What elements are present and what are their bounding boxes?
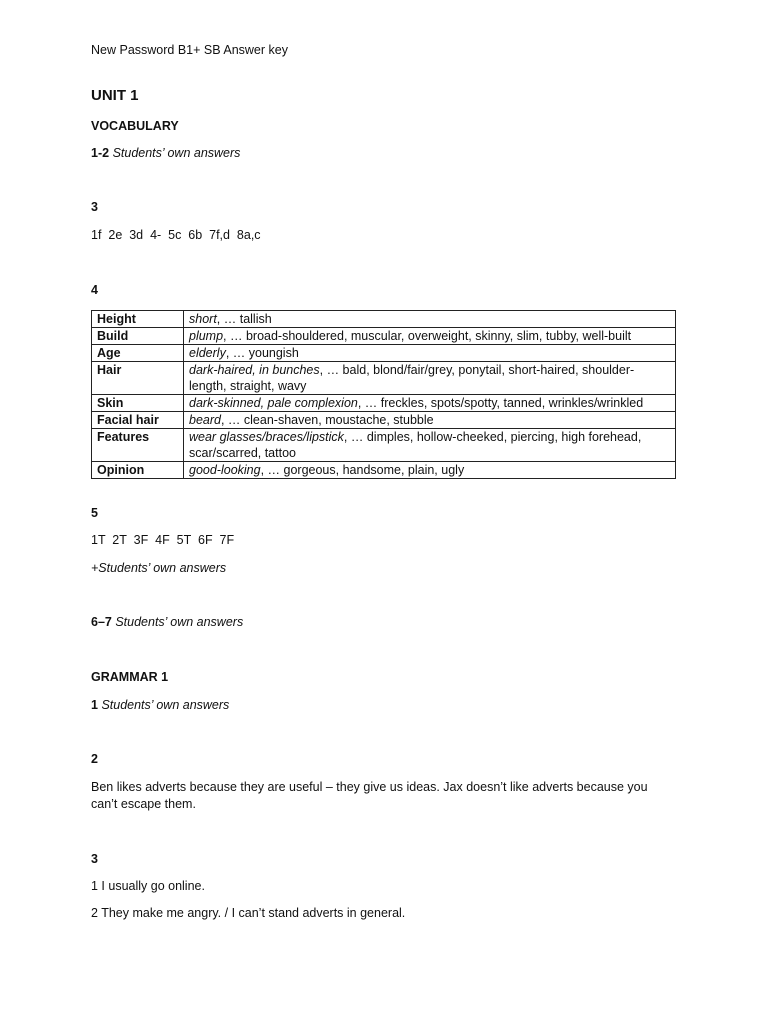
example-words: plump <box>189 329 224 343</box>
example-words: dark-skinned, pale complexion <box>189 396 358 410</box>
vocab-exercise-3-answers: 1f 2e 3d 4- 5c 6b 7f,d 8a,c <box>91 228 261 242</box>
vocab-exercise-5-number: 5 <box>91 506 98 520</box>
answer-words: , … youngish <box>225 346 299 360</box>
unit-title: UNIT 1 <box>91 87 139 104</box>
exercise-answer: Students’ own answers <box>101 698 230 712</box>
category-cell: Hair <box>92 362 184 395</box>
grammar-exercise-1 <box>91 698 229 712</box>
vocab-exercise-4-number: 4 <box>91 283 98 297</box>
example-words: elderly <box>189 346 226 360</box>
words-cell <box>184 462 676 479</box>
answer-words: , … dimples, hollow-cheeked, piercing, high forehead, scar/scarred, tattoo <box>189 430 642 460</box>
exercise-answer: Students’ own answers <box>112 146 241 160</box>
grammar-exercise-2-number: 2 <box>91 752 98 766</box>
words-cell <box>184 412 676 429</box>
grammar-exercise-3-line-2: 2 They make me angry. / I can’t stand adverts in general. <box>91 906 406 920</box>
category-cell: Features <box>92 429 184 462</box>
table-row <box>92 395 676 412</box>
category-cell: Opinion <box>92 462 184 479</box>
vocab-exercise-1-2 <box>91 146 240 160</box>
example-words: wear glasses/braces/lipstick <box>189 430 344 444</box>
words-cell <box>184 311 676 328</box>
vocabulary-section-title: VOCABULARY <box>91 119 179 133</box>
category-cell: Height <box>92 311 184 328</box>
answer-words: , … clean-shaven, moustache, stubble <box>220 413 434 427</box>
grammar-exercise-2-answer: Ben likes adverts because they are useful – they give us ideas. Jax doesn’t like adverts because you can’t escape them. <box>91 780 648 811</box>
table-row <box>92 328 676 345</box>
words-cell <box>184 345 676 362</box>
table-row <box>92 345 676 362</box>
exercise-number: 1 <box>91 698 98 712</box>
exercise-number: 6–7 <box>91 615 112 629</box>
answer-words: , … tallish <box>216 312 272 326</box>
vocab-exercise-6-7 <box>91 615 243 629</box>
category-cell: Facial hair <box>92 412 184 429</box>
vocab-exercise-5-extra: +Students’ own answers <box>91 561 227 575</box>
category-cell: Skin <box>92 395 184 412</box>
table-row <box>92 429 676 462</box>
example-words: short <box>189 312 217 326</box>
vocab-exercise-5-answers: 1T 2T 3F 4F 5T 6F 7F <box>91 533 235 547</box>
words-cell <box>184 429 676 462</box>
category-cell: Age <box>92 345 184 362</box>
words-cell <box>184 395 676 412</box>
table-row <box>92 362 676 395</box>
grammar-exercise-3-number: 3 <box>91 852 98 866</box>
category-cell: Build <box>92 328 184 345</box>
example-words: good-looking <box>189 463 261 477</box>
answer-words: , … freckles, spots/spotty, tanned, wrinkles/wrinkled <box>357 396 644 410</box>
example-words: dark-haired, in bunches <box>189 363 320 377</box>
grammar-section-title: GRAMMAR 1 <box>91 670 169 684</box>
answer-words: , … gorgeous, handsome, plain, ugly <box>260 463 465 477</box>
vocab-exercise-3-number: 3 <box>91 200 98 214</box>
document-header: New Password B1+ SB Answer key <box>91 43 288 57</box>
example-words: beard <box>189 413 221 427</box>
answer-words: , … broad-shouldered, muscular, overweight, skinny, slim, tubby, well-built <box>223 329 632 343</box>
table-row <box>92 311 676 328</box>
answer-words: , … bald, blond/fair/grey, ponytail, short-haired, shoulder-length, straight, wavy <box>189 363 635 393</box>
exercise-answer: Students’ own answers <box>115 615 244 629</box>
vocabulary-table <box>91 310 676 479</box>
table-row <box>92 462 676 479</box>
words-cell <box>184 362 676 395</box>
table-row <box>92 412 676 429</box>
exercise-number: 1-2 <box>91 146 110 160</box>
words-cell <box>184 328 676 345</box>
grammar-exercise-3-line-1: 1 I usually go online. <box>91 879 205 893</box>
